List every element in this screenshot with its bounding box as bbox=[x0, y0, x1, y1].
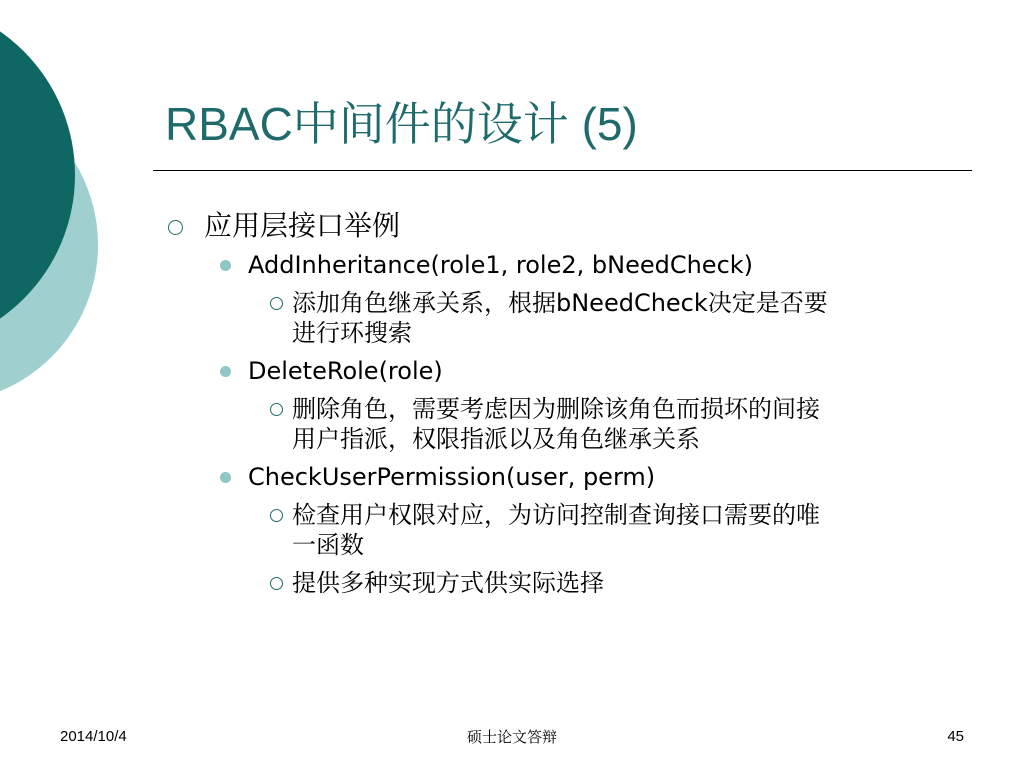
hollow-circle-bullet-icon bbox=[270, 577, 283, 590]
bullet-text: CheckUserPermission(user, perm) bbox=[248, 463, 656, 491]
hollow-circle-bullet-icon bbox=[168, 220, 183, 235]
list-item bbox=[160, 462, 980, 492]
list-item bbox=[160, 568, 832, 598]
list-item bbox=[160, 208, 980, 244]
dot-bullet-icon bbox=[220, 260, 231, 271]
bullet-text: AddInheritance(role1, role2, bNeedCheck) bbox=[248, 251, 754, 279]
list-item bbox=[160, 250, 980, 280]
title-divider bbox=[153, 170, 972, 171]
bullet-text: 添加角色继承关系，根据bNeedCheck决定是否要进行环搜索 bbox=[292, 289, 828, 347]
list-item bbox=[160, 356, 980, 386]
page-number: 45 bbox=[947, 728, 964, 745]
bullet-text: 检查用户权限对应，为访问控制查询接口需要的唯一函数 bbox=[292, 501, 820, 559]
footer-title: 硕士论文答辩 bbox=[466, 728, 557, 746]
bullet-text: 删除角色，需要考虑因为删除该角色而损坏的间接用户指派，权限指派以及角色继承关系 bbox=[292, 395, 820, 453]
bullet-text: DeleteRole(role) bbox=[248, 357, 443, 385]
decorative-circles bbox=[0, 0, 110, 410]
bullet-text: 应用层接口举例 bbox=[204, 209, 401, 242]
footer-date: 2014/10/4 bbox=[60, 728, 127, 745]
list-item bbox=[160, 288, 832, 348]
slide-title: RBAC中间件的设计 (5) bbox=[165, 98, 638, 150]
dot-bullet-icon bbox=[220, 366, 231, 377]
bullet-text: 提供多种实现方式供实际选择 bbox=[292, 569, 604, 597]
dot-bullet-icon bbox=[220, 472, 231, 483]
hollow-circle-bullet-icon bbox=[270, 297, 283, 310]
hollow-circle-bullet-icon bbox=[270, 403, 283, 416]
bullet-list bbox=[160, 208, 980, 606]
list-item bbox=[160, 500, 832, 560]
hollow-circle-bullet-icon bbox=[270, 509, 283, 522]
list-item bbox=[160, 394, 832, 454]
